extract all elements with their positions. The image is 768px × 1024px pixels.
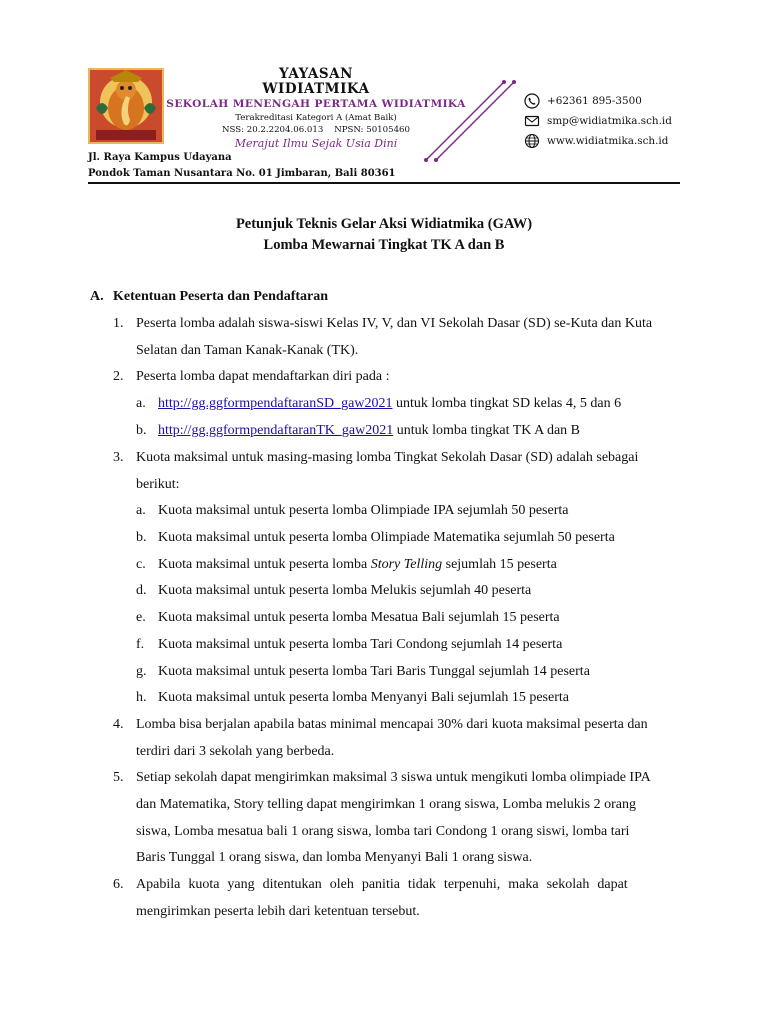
item-5-line4: Baris Tunggal 1 orang siswa, dan lomba Menyanyi Bali 1 orang siswa. <box>136 850 533 865</box>
motto: Merajut Ilmu Sejak Usia Dini <box>234 137 398 150</box>
item-2b <box>158 421 580 441</box>
item-3c-post: sejumlah 15 peserta <box>442 557 557 572</box>
address-line2: Pondok Taman Nusantara No. 01 Jimbaran, Bali 80361 <box>88 168 396 179</box>
item-3c-text <box>158 555 557 575</box>
item-2b-rest: untuk lomba tingkat TK A dan B <box>393 423 581 438</box>
item-4-number: 4. <box>113 717 124 732</box>
item-3c-pre: Kuota maksimal untuk peserta lomba <box>158 557 371 572</box>
section-a-marker: A. <box>90 289 104 304</box>
item-6-line2: mengirimkan peserta lebih dari ketentuan tersebut. <box>136 904 420 919</box>
registration-link-sd[interactable]: http://gg.ggformpendaftaranSD_gaw2021 <box>158 396 393 411</box>
item-3e-text: Kuota maksimal untuk peserta lomba Mesatua Bali sejumlah 15 peserta <box>158 610 560 625</box>
phone-icon <box>524 93 540 109</box>
website-url: www.widiatmika.sch.id <box>547 135 669 147</box>
item-5-line3: siswa, Lomba mesatua bali 1 orang siswa, lomba tari Condong 1 orang siswi, lomba tari <box>136 824 630 839</box>
contact-list <box>524 91 672 151</box>
item-5-line1: Setiap sekolah dapat mengirimkan maksimal 3 siswa untuk mengikuti lomba olimpiade IPA <box>136 770 651 785</box>
item-2a-marker: a. <box>136 396 146 411</box>
foundation-name-line1: YAYASAN <box>279 66 353 82</box>
school-name: SEKOLAH MENENGAH PERTAMA WIDIATMIKA <box>166 98 466 110</box>
item-3h-text: Kuota maksimal untuk peserta lomba Menyanyi Bali sejumlah 15 peserta <box>158 690 569 705</box>
item-5-line2: dan Matematika, Story telling dapat mengirimkan 1 orang siswa, Lomba melukis 2 orang <box>136 797 637 812</box>
item-1-number: 1. <box>113 316 124 331</box>
item-3g-marker: g. <box>136 664 147 679</box>
item-4-line2: terdiri dari 3 sekolah yang berbeda. <box>136 744 335 759</box>
item-1-line2: Selatan dan Taman Kanak-Kanak (TK). <box>136 343 359 358</box>
document-subtitle: Lomba Mewarnai Tingkat TK A dan B <box>263 237 505 253</box>
item-3a-text: Kuota maksimal untuk peserta lomba Olimpiade IPA sejumlah 50 peserta <box>158 503 569 518</box>
item-3b-text: Kuota maksimal untuk peserta lomba Olimpiade Matematika sejumlah 50 peserta <box>158 530 615 545</box>
item-1-line1: Peserta lomba adalah siswa-siswi Kelas IV, V, dan VI Sekolah Dasar (SD) se-Kuta dan Kuta <box>136 316 653 331</box>
item-4-line1: Lomba bisa berjalan apabila batas minimal mencapai 30% dari kuota maksimal peserta dan <box>136 717 648 732</box>
school-address <box>88 150 396 182</box>
item-3e-marker: e. <box>136 610 146 625</box>
item-3b-marker: b. <box>136 530 147 545</box>
item-2-number: 2. <box>113 369 124 384</box>
item-2-text: Peserta lomba dapat mendaftarkan diri pada : <box>136 369 390 384</box>
document-title: Petunjuk Teknis Gelar Aksi Widiatmika (GAW) <box>235 216 533 232</box>
item-6-line1: Apabila kuota yang ditentukan oleh panitia tidak terpenuhi, maka sekolah dapat <box>136 877 628 892</box>
item-3c-marker: c. <box>136 557 146 572</box>
phone-number: +62361 895-3500 <box>547 95 642 107</box>
registration-link-tk[interactable]: http://gg.ggformpendaftaranTK_gaw2021 <box>158 423 394 438</box>
item-3c-italic: Story Telling <box>370 557 443 572</box>
accreditation: Terakreditasi Kategori A (Amat Baik) <box>235 113 397 123</box>
item-3d-marker: d. <box>136 583 147 598</box>
decorative-diagonal-lines <box>420 80 520 162</box>
item-3f-marker: f. <box>136 637 145 652</box>
school-ids: NSS: 20.2.2204.06.013 NPSN: 50105460 <box>221 125 410 135</box>
ganesha-logo <box>88 68 164 144</box>
item-2a-rest: untuk lomba tingkat SD kelas 4, 5 dan 6 <box>392 396 622 411</box>
item-2b-marker: b. <box>136 423 147 438</box>
globe-icon <box>524 133 540 149</box>
item-3a-marker: a. <box>136 503 146 518</box>
item-3d-text: Kuota maksimal untuk peserta lomba Melukis sejumlah 40 peserta <box>158 583 532 598</box>
letterhead-divider <box>88 182 680 184</box>
foundation-name-line2: WIDIATMIKA <box>262 81 370 97</box>
item-3-number: 3. <box>113 450 124 465</box>
item-5-number: 5. <box>113 770 124 785</box>
section-a-heading: Ketentuan Peserta dan Pendaftaran <box>113 289 329 304</box>
item-3h-marker: h. <box>136 690 147 705</box>
contact-email <box>524 111 672 131</box>
address-line1: Jl. Raya Kampus Udayana <box>88 152 232 163</box>
item-3f-text: Kuota maksimal untuk peserta lomba Tari Condong sejumlah 14 peserta <box>158 637 563 652</box>
mail-icon <box>524 113 540 129</box>
item-3g-text: Kuota maksimal untuk peserta lomba Tari Baris Tunggal sejumlah 14 peserta <box>158 664 590 679</box>
item-3-line2: berikut: <box>136 477 180 492</box>
contact-phone <box>524 91 672 111</box>
item-3-line1: Kuota maksimal untuk masing-masing lomba Tingkat Sekolah Dasar (SD) adalah sebagai <box>136 450 639 465</box>
contact-website <box>524 131 672 151</box>
item-2a <box>158 394 621 414</box>
email-address: smp@widiatmika.sch.id <box>547 115 672 127</box>
item-6-number: 6. <box>113 877 124 892</box>
